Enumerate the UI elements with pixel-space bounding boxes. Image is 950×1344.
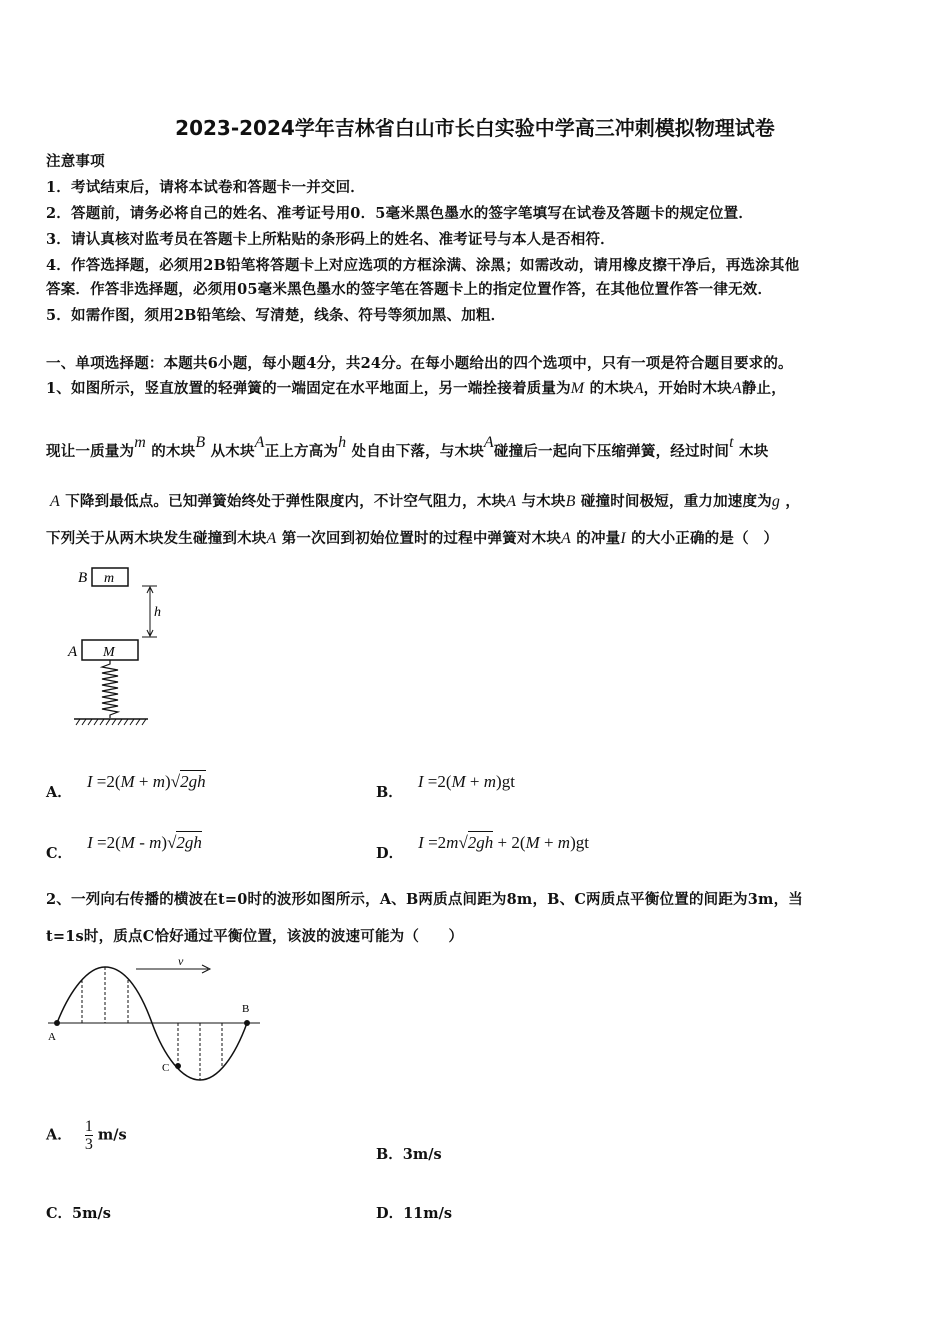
q1-line-3: A 下降到最低点。已知弹簧始终处于弹性限度内，不计空气阻力，木块A 与木块B 碰撞时间极短，重力加速度为g ， <box>50 493 801 510</box>
spring <box>102 660 118 718</box>
q2-option-D[interactable]: D．11m/s <box>376 1205 453 1222</box>
q2-line-2: t=1s时，质点C恰好通过平衡位置，该波的波速可能为（ ） <box>46 928 464 945</box>
page-title: 2023-2024学年吉林省白山市长白实验中学高三冲刺模拟物理试卷 <box>175 116 775 140</box>
q2-option-B[interactable]: B．3m/s <box>376 1146 442 1163</box>
q1-option-D[interactable]: D． I =2m√2gh + 2(M + m)gt <box>376 833 589 862</box>
fig-label-A: A <box>68 644 78 660</box>
fig-label-h: h <box>154 605 161 620</box>
q1-line-1: 1、如图所示，竖直放置的轻弹簧的一端固定在水平地面上，另一端拴接着质量为M 的木块A，开始时木块A静止， <box>46 380 786 397</box>
fig-label-A: A <box>48 1031 56 1043</box>
notice-item: 3．请认真核对监考员在答题卡上所粘贴的条形码上的姓名、准考证号与本人是否相符． <box>46 231 615 248</box>
fig-label-B: B <box>78 570 88 586</box>
q1-option-B[interactable]: B． I =2(M + m)gt <box>376 772 515 801</box>
notice-item: 4．作答选择题，必须用2B铅笔将答题卡上对应选项的方框涂满、涂黑；如需改动，请用橡皮擦干净后，再选涂其他 <box>46 257 800 274</box>
q1-line-2: 现让一质量为m 的木块B 从木块A正上方高为h 处自由下落，与木块A碰撞后一起向下压缩弹簧，经过时间t 木块 <box>46 434 769 460</box>
q1-spring-figure <box>62 560 162 730</box>
q1-option-C[interactable]: C． I =2(M - m)√2gh <box>46 833 202 862</box>
fig-label-M: M <box>103 645 115 660</box>
q2-option-A[interactable]: A． $\frac{1}{3}$ m/s <box>46 1118 127 1153</box>
ground-hatch <box>76 719 146 725</box>
notice-heading: 注意事项 <box>46 153 105 170</box>
point-C <box>175 1063 181 1069</box>
q1-line-4: 下列关于从两木块发生碰撞到木块A 第一次回到初始位置时的过程中弹簧对木块A 的冲量I 的大小正确的是（ ） <box>46 530 779 547</box>
notice-item: 5．如需作图，须用2B铅笔绘、写清楚，线条、符号等须加黑、加粗． <box>46 307 506 324</box>
notice-item: 1．考试结束后，请将本试卷和答题卡一并交回． <box>46 179 365 196</box>
q2-line-1: 2、一列向右传播的横波在t=0时的波形如图所示，A、B两质点间距为8m，B、C两质点平衡位置的间距为3m，当 <box>46 891 803 908</box>
point-B <box>244 1020 250 1026</box>
notice-item: 答案．作答非选择题，必须用05毫米黑色墨水的签字笔在答题卡上的指定位置作答，在其他位置作答一律无效． <box>46 281 773 298</box>
fig-label-m: m <box>104 571 115 586</box>
section-heading: 一、单项选择题：本题共6小题，每小题4分，共24分。在每小题给出的四个选项中，只有一项是符合题目要求的。 <box>46 355 793 372</box>
fig-label-B: B <box>242 1003 250 1015</box>
q2-option-C[interactable]: C．5m/s <box>46 1205 111 1222</box>
notice-item: 2．答题前，请务必将自己的姓名、准考证号用0．5毫米黑色墨水的签字笔填写在试卷及答题卡的规定位置． <box>46 205 754 222</box>
q1-option-A[interactable]: A． I =2(M + m)√2gh <box>46 772 206 801</box>
q2-wave-figure <box>40 950 270 1090</box>
point-A <box>54 1020 60 1026</box>
fig-label-C: C <box>162 1062 170 1074</box>
fig-label-v: v <box>178 954 184 968</box>
